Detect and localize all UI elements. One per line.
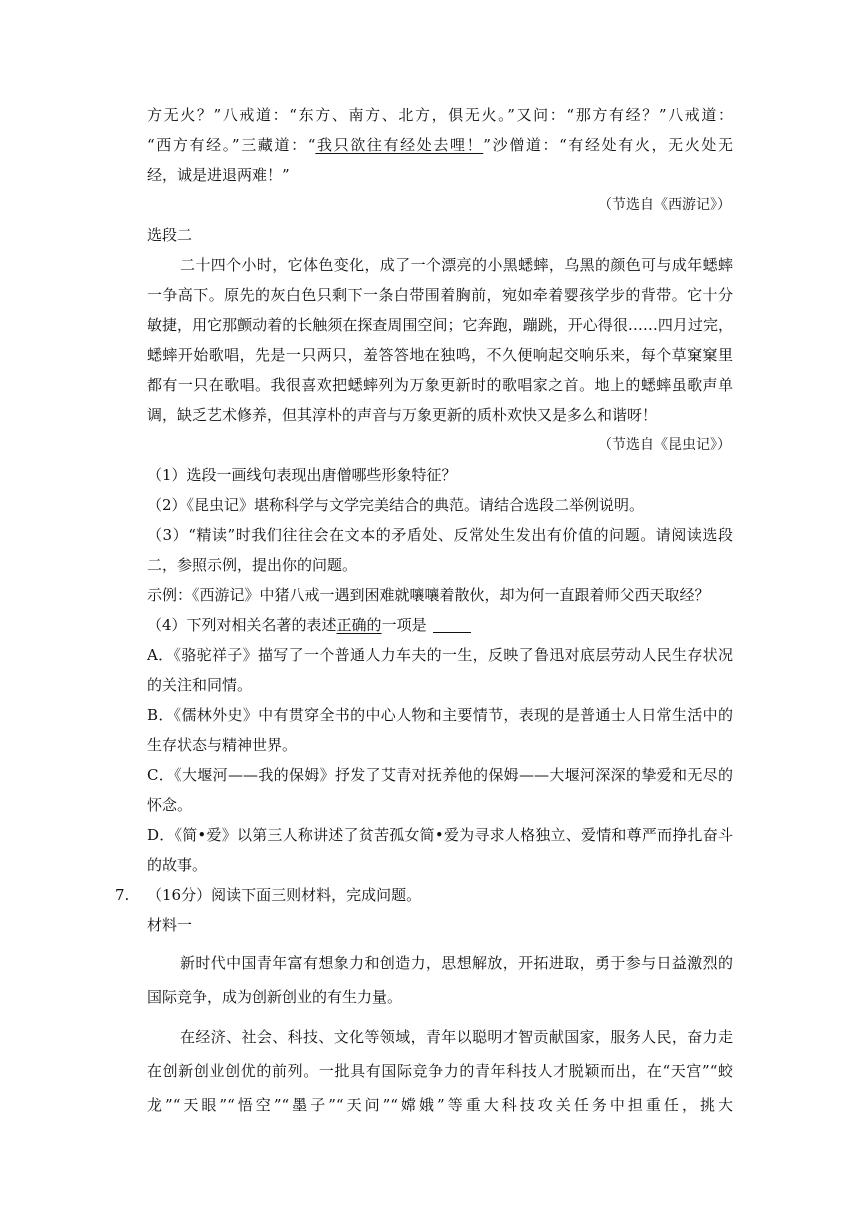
passage2-line: 蟋蟀开始歌唱，先是一只两只，羞答答地在独鸣，不久便响起交响乐来，每个草窠窠里 <box>147 346 733 364</box>
question-3-cont: 二，参照示例，提出你的问题。 <box>147 556 358 574</box>
question-number: 7. <box>115 886 130 904</box>
source-citation: （节选自《西游记》） <box>598 197 731 213</box>
passage2-line: 敏捷，用它那颤动着的长触须在探查周围空间；它奔跑，蹦跳，开心得很……四月过完， <box>147 316 733 334</box>
option-a-cont: 的关注和同情。 <box>147 676 253 694</box>
question-3: （3）“精读”时我们往往会在文本的矛盾处、反常处生发出有价值的问题。请阅读选段 <box>147 526 733 544</box>
material-line: 国际竞争，成为创新创业的有生力量。 <box>147 988 403 1006</box>
option-a: A．《骆驼祥子》描写了一个普通人力车夫的一生，反映了鲁迅对底层劳动人民生存状况 <box>147 646 733 664</box>
question-2: （2）《昆虫记》堪称科学与文学完美结合的典范。请结合选段二举例说明。 <box>147 496 645 514</box>
document-page <box>115 100 733 1122</box>
example-text: 示例：《西游记》中猪八戒一遇到困难就嚷嚷着散伙，却为何一直跟着师父西天取经？ <box>147 586 710 604</box>
question-1: （1）选段一画线句表现出唐僧哪些形象特征？ <box>147 466 457 484</box>
question-4-text: （4）下列对相关名著的表述 <box>147 616 337 634</box>
passage1-line <box>147 130 733 160</box>
material-line: 在经济、社会、科技、文化等领域，青年以聪明才智贡献国家，服务人民，奋力走 <box>180 1028 733 1046</box>
underlined-sentence: 我只欲往有经处去哩！ <box>315 136 484 154</box>
material-line: 在创新创业创优的前列。一批具有国际竞争力的青年科技人才脱颖而出，在“天宫”“蛟 <box>147 1062 733 1080</box>
passage2-line: 调，缺乏艺术修养，但其淳朴的声音与万象更新的质朴欢快又是多么和谐呀！ <box>147 406 658 424</box>
underlined-word: 正确的 <box>336 616 382 634</box>
passage2-line: 二十四个小时，它体色变化，成了一个漂亮的小黑蟋蟀，乌黑的颜色可与成年蟋蟀 <box>180 256 733 274</box>
answer-blank[interactable] <box>433 616 471 633</box>
material-line: 新时代中国青年富有想象力和创造力，思想解放，开拓进取，勇于参与日益激烈的 <box>180 954 733 972</box>
passage2-line: 一争高下。原先的灰白色只剩下一条白带围着胸前，宛如牵着婴孩学步的背带。它十分 <box>147 286 733 304</box>
material-heading: 材料一 <box>147 916 193 934</box>
passage1-text: ”沙僧道：“有经处有火，无火处无 <box>483 136 733 154</box>
question-7 <box>115 880 733 910</box>
material-line: 龙”“天眼”“悟空”“墨子”“天问”“嫦娥”等重大科技攻关任务中担重任，挑大 <box>147 1096 733 1114</box>
passage1-line: 经，诚是进退两难！” <box>147 166 290 184</box>
option-d-cont: 的故事。 <box>147 856 208 874</box>
option-b: B．《儒林外史》中有贯穿全书的中心人物和主要情节，表现的是普通士人日常生活中的 <box>147 706 733 724</box>
source-citation: （节选自《昆虫记》） <box>598 437 731 453</box>
passage1-line: 方无火？”八戒道：“东方、南方、北方，俱无火。”又问：“那方有经？”八戒道： <box>147 106 733 124</box>
option-c: C．《大堰河——我的保姆》抒发了艾青对抚养他的保姆——大堰河深深的挚爱和无尽的 <box>147 766 733 784</box>
option-c-cont: 怀念。 <box>147 796 193 814</box>
option-d: D．《简•爱》以第三人称讲述了贫苦孤女简•爱为寻求人格独立、爱情和尊严而挣扎奋斗 <box>147 826 733 844</box>
section-heading: 选段二 <box>147 226 193 244</box>
option-b-cont: 生存状态与精神世界。 <box>147 736 298 754</box>
question-7-prompt: （16分）阅读下面三则材料，完成问题。 <box>147 886 422 904</box>
question-4 <box>147 610 733 640</box>
passage1-text: “西方有经。”三藏道：“ <box>147 136 316 154</box>
passage2-line: 都有一只在歌唱。我很喜欢把蟋蟀列为万象更新时的歌唱家之首。地上的蟋蟀虽歌声单 <box>147 376 733 394</box>
question-4-text: 一项是 <box>381 616 427 634</box>
